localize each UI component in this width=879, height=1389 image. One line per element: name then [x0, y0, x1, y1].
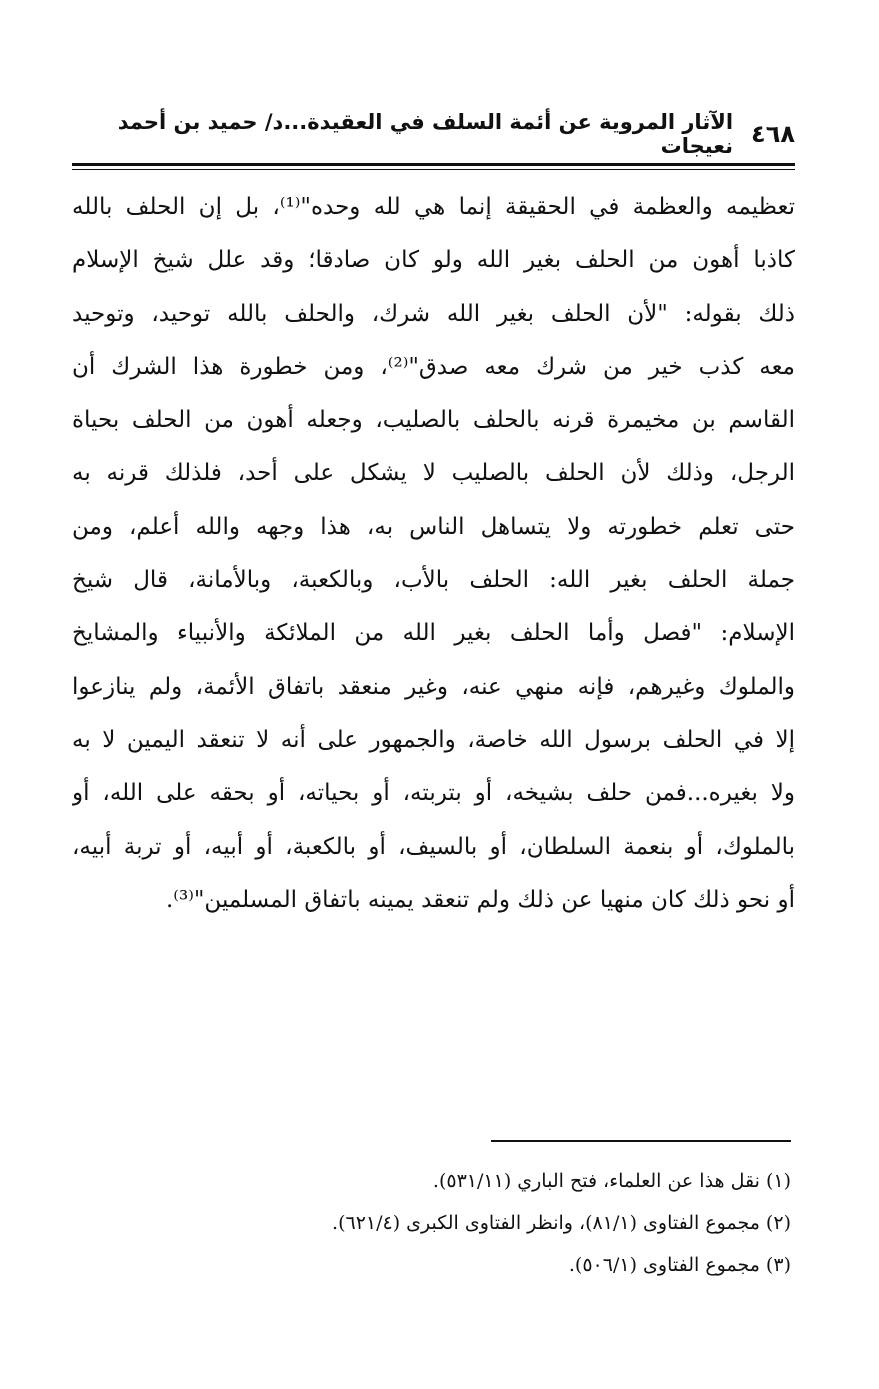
- body-line: القاسم بن مخيمرة قرنه بالحلف بالصليب، وجعله أهون من الحلف بحياة: [72, 407, 795, 434]
- body-line: حتى تعلم خطورته ولا يتساهل الناس به، هذا وجهه والله أعلم، ومن: [72, 513, 795, 540]
- body-line: كاذبا أهون من الحلف بغير الله ولو كان صادقا؛ وقد علل شيخ الإسلام: [72, 247, 795, 274]
- body-line: معه كذب خير من شرك معه صدق"⁽²⁾، ومن خطورة هذا الشرك أن: [72, 353, 795, 380]
- header-rule-thin: [72, 169, 795, 170]
- body-line: أو نحو ذلك كان منهيا عن ذلك ولم تنعقد يمينه باتفاق المسلمين"⁽³⁾.: [166, 886, 795, 913]
- body-paragraph: [72, 181, 795, 927]
- body-line: بالملوك، أو بنعمة السلطان، أو بالسيف، أو بالكعبة، أو أبيه، أو تربة أبيه،: [72, 833, 795, 860]
- footnote-separator: [491, 1140, 791, 1142]
- footnotes: [72, 1160, 791, 1286]
- footnote-3: (٣) مجموع الفتاوى (٥٠٦/١).: [568, 1254, 791, 1276]
- footnote-1: (١) نقل هذا عن العلماء، فتح الباري (٥٣١/١١).: [432, 1170, 791, 1192]
- body-line: الإسلام: "فصل وأما الحلف بغير الله من الملائكة والأنبياء والمشايخ: [72, 620, 795, 647]
- body-line: تعظيمه والعظمة في الحقيقة إنما هي لله وحده"⁽¹⁾، بل إن الحلف بالله: [72, 194, 795, 220]
- header-rule-thick: [72, 163, 795, 166]
- running-header: [72, 112, 795, 156]
- running-title: الآثار المروية عن أئمة السلف في العقيدة...د/ حميد بن أحمد نعيجات: [117, 110, 734, 158]
- body-line: إلا في الحلف برسول الله خاصة، والجمهور على أنه لا تنعقد اليمين لا به: [72, 726, 795, 753]
- body-line: ذلك بقوله: "لأن الحلف بغير الله شرك، والحلف بالله توحيد، وتوحيد: [72, 300, 795, 327]
- body-line: الرجل، وذلك لأن الحلف بالصليب لا يشكل على أحد، فلذلك قرنه به: [72, 460, 795, 487]
- body-line: جملة الحلف بغير الله: الحلف بالأب، وبالكعبة، وبالأمانة، قال شيخ: [72, 567, 795, 594]
- page-number: ٤٦٨: [751, 120, 795, 148]
- body-line: والملوك وغيرهم، فإنه منهي عنه، وغير منعقد باتفاق الأئمة، ولم ينازعوا: [72, 673, 795, 700]
- footnote-2: (٢) مجموع الفتاوى (٨١/١)، وانظر الفتاوى الكبرى (٦٢١/٤).: [332, 1212, 791, 1234]
- body-line: ولا بغيره...فمن حلف بشيخه، أو بتربته، أو بحياته، أو بحقه على الله، أو: [72, 780, 795, 807]
